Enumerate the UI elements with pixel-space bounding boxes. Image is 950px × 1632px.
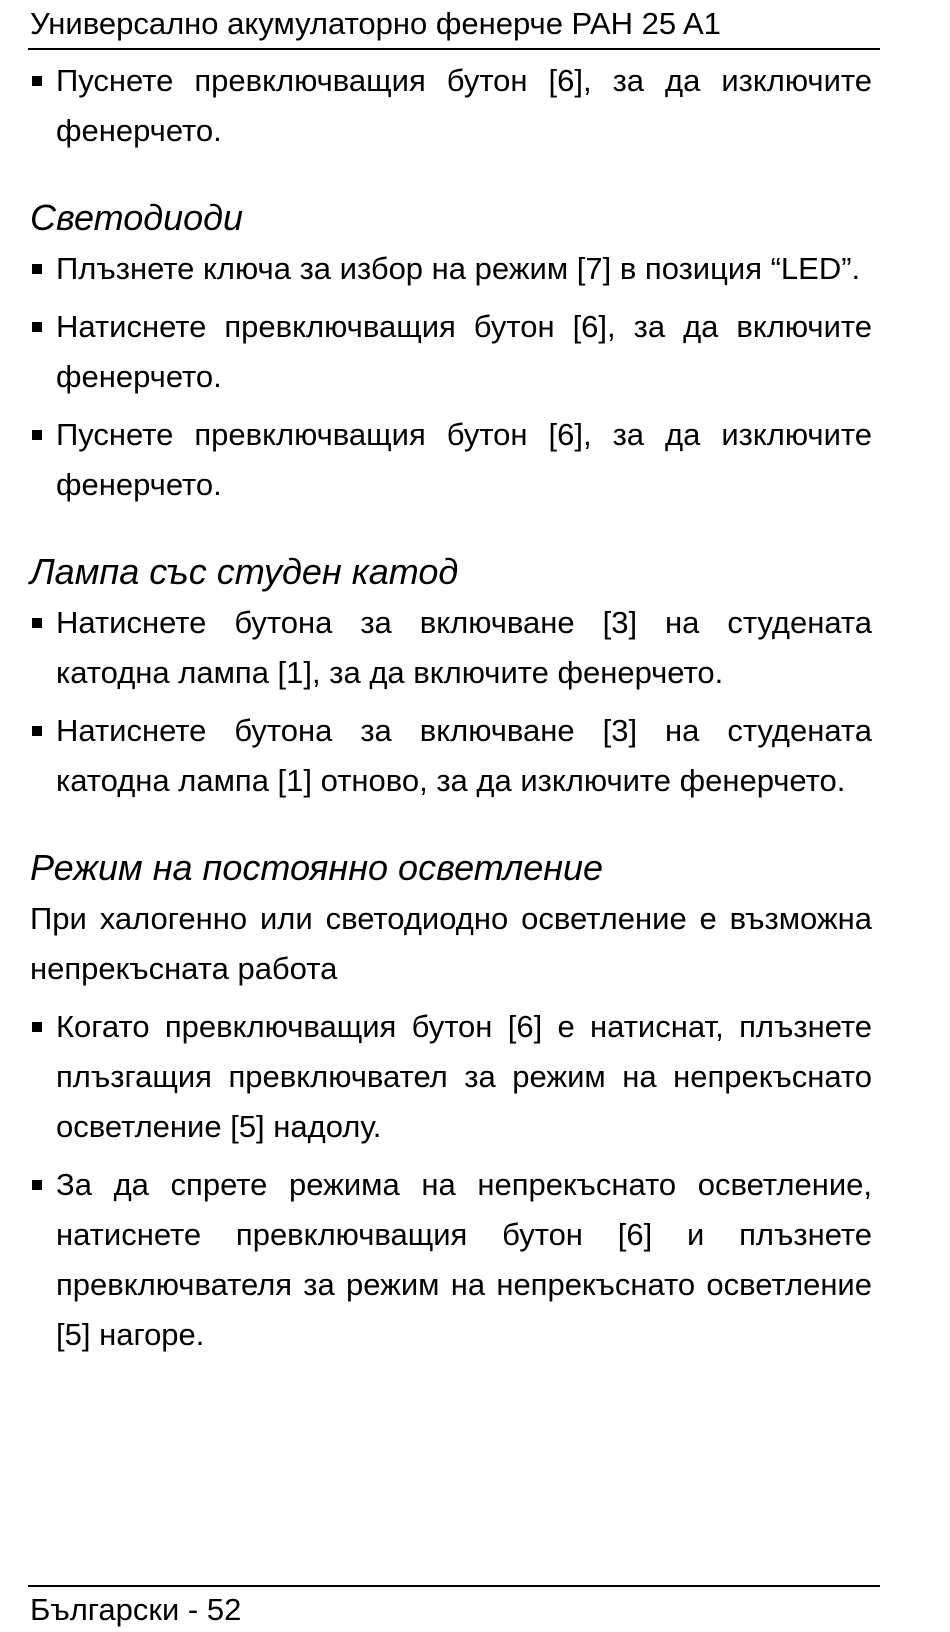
bullet-item bbox=[30, 1160, 872, 1360]
footer-divider bbox=[28, 1585, 880, 1587]
page-footer: Български - 52 bbox=[30, 1592, 242, 1627]
bullet-text: Плъзнете ключа за избор на режим [7] в позиция “LED”. bbox=[56, 251, 861, 286]
bullet-item bbox=[30, 244, 872, 294]
page-content bbox=[30, 56, 872, 1368]
bullet-text: Натиснете бутона за включване [3] на студената катодна лампа [1] отново, за да изключите фенерчето. bbox=[56, 713, 872, 798]
square-bullet-icon bbox=[32, 1022, 42, 1032]
bullet-text: Когато превключващия бутон [6] е натиснат, плъзнете плъзгащия превключвател за режим на непрекъснато осветление [5] надолу. bbox=[56, 1009, 872, 1144]
bullet-item bbox=[30, 56, 872, 156]
bullet-text: Натиснете превключващия бутон [6], за да включите фенерчето. bbox=[56, 309, 872, 394]
page-header-title: Универсално акумулаторно фенерче PAH 25 A1 bbox=[30, 6, 721, 41]
square-bullet-icon bbox=[32, 1180, 42, 1190]
section-title-led: Светодиоди bbox=[30, 197, 244, 238]
square-bullet-icon bbox=[32, 264, 42, 274]
bullet-item bbox=[30, 1002, 872, 1152]
bullet-item bbox=[30, 410, 872, 510]
section-title-continuous-light: Режим на постоянно осветление bbox=[30, 847, 604, 888]
section-paragraph: При халогенно или светодиодно осветление е възможна непрекъсната работа bbox=[30, 901, 872, 986]
bullet-text: Натиснете бутона за включване [3] на студената катодна лампа [1], за да включите фенерчето. bbox=[56, 605, 872, 690]
square-bullet-icon bbox=[32, 322, 42, 332]
bullet-item bbox=[30, 598, 872, 698]
bullet-item bbox=[30, 302, 872, 402]
square-bullet-icon bbox=[32, 618, 42, 628]
header-divider bbox=[28, 48, 880, 50]
square-bullet-icon bbox=[32, 76, 42, 86]
bullet-text: За да спрете режима на непрекъснато осветление, натиснете превключващия бутон [6] и плъзнете превключвателя за режим на непрекъснато осветление [5] нагоре. bbox=[56, 1167, 872, 1352]
bullet-text: Пуснете превключващия бутон [6], за да изключите фенерчето. bbox=[56, 417, 872, 502]
square-bullet-icon bbox=[32, 430, 42, 440]
bullet-text: Пуснете превключващия бутон [6], за да изключите фенерчето. bbox=[56, 63, 872, 148]
section-title-cold-cathode: Лампа със студен катод bbox=[30, 551, 459, 592]
square-bullet-icon bbox=[32, 726, 42, 736]
bullet-item bbox=[30, 706, 872, 806]
